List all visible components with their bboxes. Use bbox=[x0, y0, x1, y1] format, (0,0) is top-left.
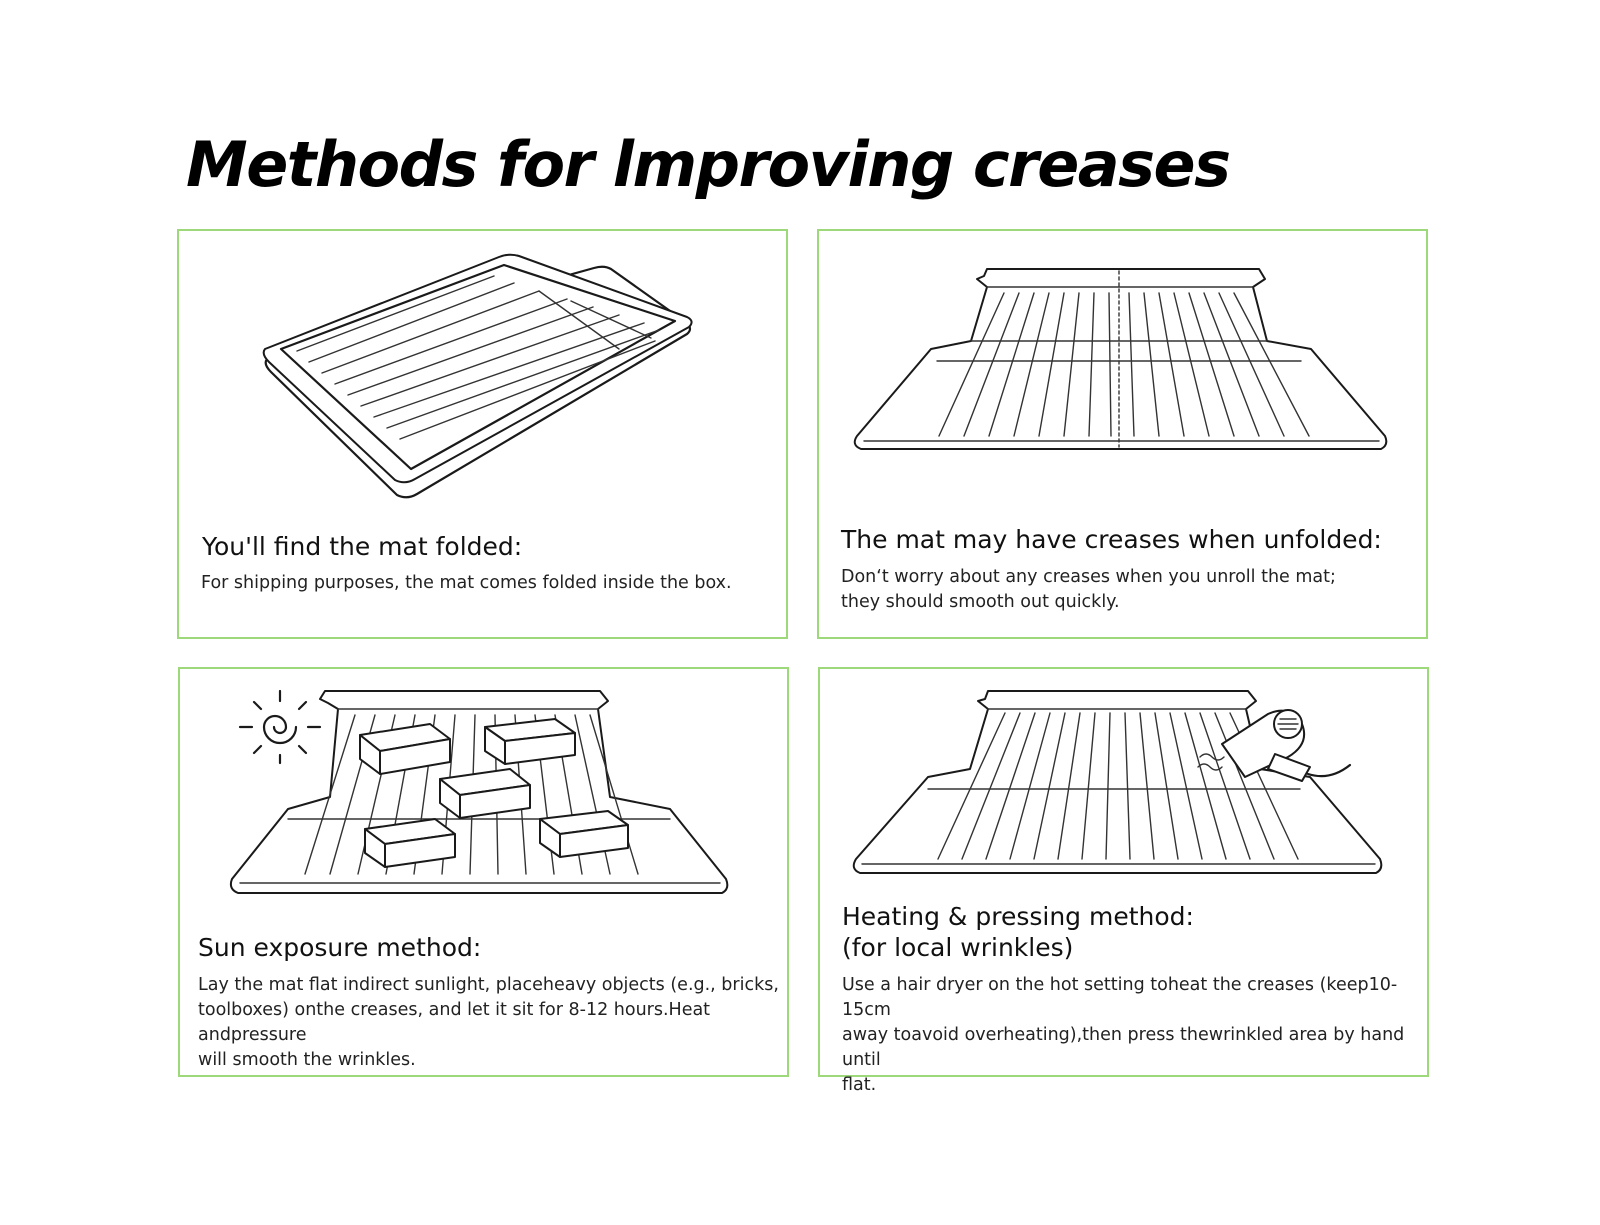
unfolded-mat-illustration bbox=[819, 231, 1430, 501]
panel-text: Don‘t worry about any creases when you unroll the mat; they should smooth out quickly. bbox=[841, 567, 1336, 612]
panel-heating-pressing bbox=[818, 667, 1429, 1095]
panel-folded-mat bbox=[177, 229, 788, 639]
heating-pressing-illustration bbox=[820, 669, 1431, 899]
panel-title: Heating & pressing method: (for local wrinkles) bbox=[842, 902, 1194, 962]
panel-text: Lay the mat flat indirect sunlight, placeheavy objects (e.g., bricks, toolboxes) onthe creases, and let it sit for 8-12 hours.Heat andpressure will smooth the wrinkles. bbox=[198, 975, 779, 1070]
panel-text: Use a hair dryer on the hot setting toheat the creases (keep10-15cm away toavoid overheating),then press thewrinkled area by hand until flat. bbox=[842, 975, 1405, 1095]
panel-title: The mat may have creases when unfolded: bbox=[841, 525, 1382, 554]
brick-icon bbox=[365, 819, 455, 867]
panel-unfolded-mat bbox=[817, 229, 1428, 639]
sun-exposure-illustration bbox=[180, 669, 791, 939]
sun-icon bbox=[240, 691, 320, 763]
panel-text: For shipping purposes, the mat comes folded inside the box. bbox=[201, 573, 732, 593]
brick-icon bbox=[485, 719, 575, 764]
panel-title: Sun exposure method: bbox=[198, 933, 482, 962]
folded-mat-illustration bbox=[179, 231, 790, 531]
panel-title: You'll find the mat folded: bbox=[202, 532, 523, 561]
brick-icon bbox=[440, 769, 530, 818]
brick-icon bbox=[540, 811, 628, 857]
panel-sun-exposure bbox=[178, 667, 789, 1077]
page-title: Methods for lmproving creases bbox=[186, 128, 1230, 201]
